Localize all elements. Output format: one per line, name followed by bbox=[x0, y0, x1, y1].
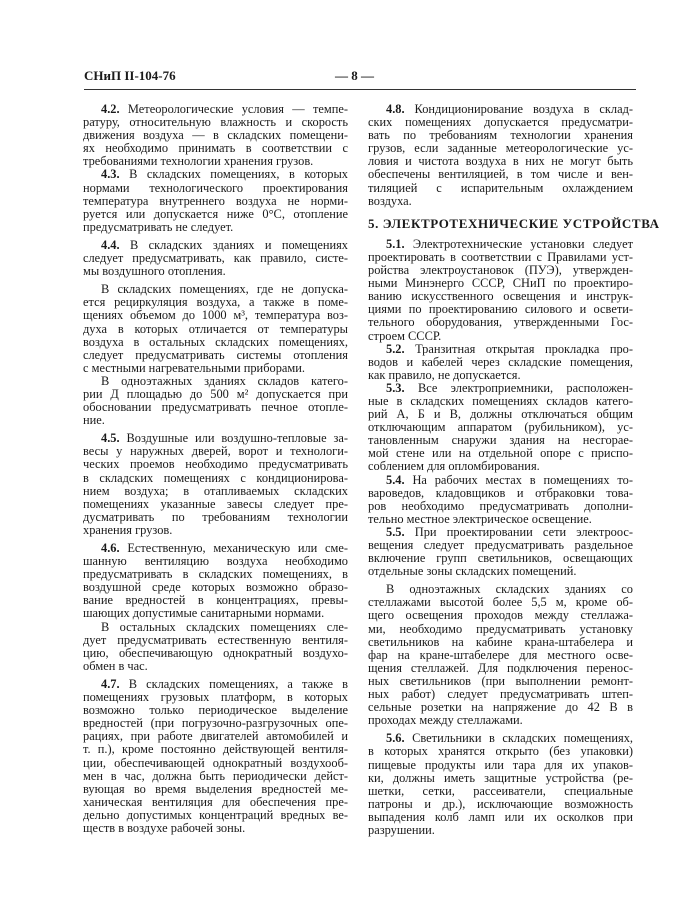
line-text: возможно только периодическое выделение bbox=[83, 703, 348, 718]
line-text: следует предусматривать системы отопления bbox=[83, 347, 348, 362]
line-text: дует предусматривать естественную вентиля- bbox=[83, 632, 348, 647]
text-line bbox=[368, 565, 633, 578]
line-text: строем СССР. bbox=[368, 328, 442, 343]
line-text: требованиями технологии хранения грузов. bbox=[83, 154, 314, 169]
clause-number: 4.5. bbox=[101, 431, 120, 446]
text-line bbox=[368, 195, 633, 208]
line-text: мен в час, должна быть периодически дейст- bbox=[83, 768, 348, 783]
clause-number: 5.6. bbox=[386, 731, 405, 746]
line-text: водов и кабелей через складские помещения, bbox=[368, 354, 633, 369]
line-text: щего освещения проходов между стеллажа- bbox=[368, 608, 633, 623]
line-text: температура внутреннего воздуха не норми- bbox=[83, 193, 348, 208]
clause-number: 4.3. bbox=[101, 167, 120, 182]
line-text: патроны и др.), исключающие возможность bbox=[368, 796, 633, 811]
line-text: шетки, сетки, рассеиватели, специальные bbox=[368, 783, 633, 798]
line-text: дельно допустимых концентраций вредных ве- bbox=[83, 807, 348, 822]
line-text: ских помещениях допускается предусматри- bbox=[368, 115, 633, 130]
paragraph bbox=[83, 375, 348, 427]
line-text: ется рециркуляция воздуха, а также в поме- bbox=[83, 295, 348, 310]
line-text: с местными нагревательными приборами. bbox=[83, 360, 305, 375]
line-text: ществ в воздухе рабочей зоны. bbox=[83, 820, 246, 835]
clause-number: 4.2. bbox=[101, 102, 120, 116]
line-text: Метеорологические условия — темпе- bbox=[127, 102, 348, 116]
line-text: В складских помещениях, а также в bbox=[128, 676, 348, 691]
line-text: Все электроприемники, расположен- bbox=[417, 380, 633, 395]
line-text: ные в складских помещениях складов катего- bbox=[368, 393, 633, 408]
line-text: сельные розетки на напряжение до 42 В в bbox=[368, 700, 633, 715]
line-text: Светильники в складских помещениях, bbox=[412, 731, 633, 746]
line-text: вещения следует предусматривать раздельное bbox=[368, 538, 633, 552]
line-text: обеспечены вентиляцией, в том числе и вен- bbox=[368, 167, 633, 182]
paragraph-5-5 bbox=[368, 526, 633, 578]
left-column bbox=[83, 103, 348, 835]
line-text: При проектировании сети электроос- bbox=[414, 524, 633, 539]
line-text: щениях объемом до 1000 м³, температура воз- bbox=[83, 308, 348, 323]
paragraph-4-5 bbox=[83, 432, 348, 537]
line-text: В остальных складских помещениях сле- bbox=[101, 619, 348, 634]
paragraph bbox=[368, 583, 633, 727]
line-text: проектировать в соответствии с Правилами уст- bbox=[368, 249, 633, 264]
line-text: пищевые продукты или тара для их упаков- bbox=[368, 757, 633, 772]
line-text: вание вредностей в концентрациях, превы- bbox=[83, 593, 348, 608]
line-text: В одноэтажных зданиях складов катего- bbox=[101, 373, 348, 388]
line-text: предусматривать в складских помещениях, в bbox=[83, 567, 348, 582]
line-text: ловия и чистота воздуха в них не могут быть bbox=[368, 154, 633, 169]
line-text: шающих допустимые санитарными нормами. bbox=[83, 606, 325, 621]
line-text: Транзитная открытая прокладка про- bbox=[415, 341, 633, 356]
line-text: нормами технологического проектирования bbox=[83, 180, 348, 195]
paragraph-5-1 bbox=[368, 238, 633, 343]
line-text: фар на кране-штабелере для местного осве- bbox=[368, 647, 633, 662]
text-line bbox=[83, 822, 348, 835]
line-text: проходах между стеллажами. bbox=[368, 713, 523, 728]
paragraph-4-4 bbox=[83, 239, 348, 278]
line-text: В одноэтажных складских зданиях со bbox=[386, 582, 633, 597]
line-text: в складских помещениях с кондиционирова- bbox=[83, 470, 348, 485]
line-text: помещениях указанные завесы следует пре- bbox=[83, 496, 348, 511]
clause-number: 5.4. bbox=[386, 472, 405, 487]
text-line bbox=[83, 265, 348, 278]
paragraph-5-2 bbox=[368, 343, 633, 382]
line-text: мой стене или на отдельной опоре с приспо- bbox=[368, 446, 633, 461]
line-text: Естественную, механическую или сме- bbox=[127, 541, 348, 555]
line-text: В складских помещениях, где не допуска- bbox=[101, 282, 348, 297]
line-text: ратуру, относительную влажность и скорость bbox=[83, 115, 348, 130]
line-text: ных светильников (при выполнении ремонт- bbox=[368, 673, 633, 688]
line-text: Кондиционирование воздуха в склад- bbox=[414, 102, 633, 116]
line-text: ях необходимо принимать в соответствии с bbox=[83, 141, 348, 156]
page-number: — 8 — bbox=[335, 68, 374, 83]
line-text: включение групп светильников, освещающих bbox=[368, 551, 633, 566]
line-text: ных работ) следует предусматривать штеп- bbox=[368, 687, 633, 702]
line-text: ванию искусственного освещения и инструк- bbox=[368, 289, 633, 304]
document-code: СНиП II-104-76 bbox=[84, 68, 176, 83]
line-text: дусматривать по требованиям технологии bbox=[83, 509, 348, 524]
line-text: рациях, при работе двигателей автомобилей и bbox=[83, 729, 348, 744]
line-text: нием воздуха; в отапливаемых складских bbox=[83, 483, 348, 498]
text-line bbox=[83, 401, 348, 414]
line-text: предусматривать не следует. bbox=[83, 219, 234, 234]
line-text: следует предусматривать, как правило, систе- bbox=[83, 251, 348, 266]
line-text: циями по проектированию силового и освети- bbox=[368, 302, 633, 317]
line-text: выпадения колб ламп или их осколков при bbox=[368, 809, 633, 824]
paragraph-4-7 bbox=[83, 678, 348, 835]
clause-number: 5.1. bbox=[386, 236, 405, 251]
line-text: руется или допускается ниже 0°С, отопление bbox=[83, 206, 348, 221]
line-text: мы воздушного отопления. bbox=[83, 264, 226, 279]
right-column-top bbox=[368, 103, 633, 208]
line-text: воздуха в остальных складских помещениях, bbox=[83, 334, 348, 349]
right-column-body bbox=[368, 238, 633, 837]
line-text: Электротехнические установки следует bbox=[412, 236, 633, 251]
line-text: хранения грузов. bbox=[83, 522, 173, 537]
line-text: рий А, Б и В, должны отключаться общим bbox=[368, 407, 633, 422]
line-text: воздушной среде которых возможно образо- bbox=[83, 580, 348, 595]
line-text: рии Д площадью до 500 м² допускается при bbox=[83, 386, 348, 401]
line-text: вароведов, кладовщиков и отбраковки това- bbox=[368, 485, 633, 500]
line-text: в которых хранятся открыто (без упаковки) bbox=[368, 744, 633, 759]
line-text: грузов, если заданные метеорологические ус- bbox=[368, 141, 633, 156]
clause-number: 5.3. bbox=[386, 380, 405, 395]
paragraph bbox=[83, 621, 348, 673]
line-text: Воздушные или воздушно-тепловые за- bbox=[126, 431, 348, 446]
header-rule bbox=[84, 89, 636, 90]
line-text: ческих проемов необходимо предусматривать bbox=[83, 457, 348, 472]
text-line bbox=[83, 221, 348, 234]
line-text: отдельные зоны складских помещений. bbox=[368, 564, 577, 579]
line-text: духа в которых отличается от температуры bbox=[83, 321, 348, 336]
line-text: ров необходимо предусматривать дополни- bbox=[368, 498, 633, 513]
line-text: На рабочих местах в помещениях то- bbox=[412, 472, 633, 487]
paragraph-4-2 bbox=[83, 103, 348, 168]
paragraph-4-8 bbox=[368, 103, 633, 208]
clause-number: 5.2. bbox=[386, 341, 405, 356]
line-text: В складских помещениях, в которых bbox=[129, 167, 348, 182]
text-line bbox=[83, 660, 348, 673]
line-text: светильников на кабине крана-штабелера и bbox=[368, 634, 633, 649]
clause-number: 4.7. bbox=[101, 676, 120, 691]
paragraph-5-3 bbox=[368, 382, 633, 474]
clause-number: 4.6. bbox=[101, 541, 120, 555]
line-text: вующая во время выделения вредностей ме- bbox=[83, 781, 348, 796]
line-text: движения воздуха — в складских помещени- bbox=[83, 128, 348, 143]
line-text: ции, обеспечивающей однократный воздухооб- bbox=[83, 755, 348, 770]
line-text: обосновании предусматривать печное отопле- bbox=[83, 400, 348, 415]
line-text: тельно местное электрическое освещение. bbox=[368, 511, 592, 526]
text-line bbox=[83, 414, 348, 427]
line-text: цию, обеспечивающую однократный воздухо- bbox=[83, 645, 348, 660]
clause-number: 5.5. bbox=[386, 524, 405, 539]
text-line bbox=[368, 714, 633, 727]
line-text: вать по требованиям технологии хранения bbox=[368, 128, 633, 143]
line-text: соблением для опломбирования. bbox=[368, 459, 540, 474]
line-text: воздуха. bbox=[368, 193, 412, 208]
right-column bbox=[368, 102, 660, 837]
line-text: вредностей (при погрузочно-разгрузочных опе- bbox=[83, 716, 348, 731]
clause-number: 4.8. bbox=[386, 102, 405, 116]
line-text: В складских зданиях и помещениях bbox=[129, 237, 348, 252]
paragraph bbox=[83, 283, 348, 375]
line-text: ки, должны иметь защитные устройства (ре- bbox=[368, 770, 633, 785]
paragraph-4-3 bbox=[83, 168, 348, 233]
line-text: ными Минэнерго СССР, СНиП по проектиро- bbox=[368, 276, 633, 291]
line-text: стеллажами высотой более 5,5 м, кроме об- bbox=[368, 595, 633, 610]
line-text: ханическая вентиляция для обеспечения пре- bbox=[83, 794, 348, 809]
paragraph-5-6 bbox=[368, 732, 633, 837]
line-text: отключающим аппаратом (рубильником), ус- bbox=[368, 420, 633, 435]
line-text: ми, необходимо предусматривать установку bbox=[368, 621, 633, 636]
line-text: обмен в час. bbox=[83, 658, 148, 673]
text-line bbox=[83, 524, 348, 537]
line-text: тановленным снаружи здания на несгорае- bbox=[368, 433, 633, 448]
line-text: ние. bbox=[83, 413, 105, 428]
line-text: щения стеллажей. Для подключения перенос- bbox=[368, 660, 633, 675]
line-text: т. п.), кроме постоянно действующей вентиля- bbox=[83, 742, 348, 757]
line-text: разрушении. bbox=[368, 822, 435, 837]
paragraph-4-6 bbox=[83, 542, 348, 621]
line-text: помещениях грузовых платформ, в которых bbox=[83, 690, 348, 705]
paragraph-5-4 bbox=[368, 474, 633, 526]
clause-number: 4.4. bbox=[101, 237, 120, 252]
line-text: тельного оборудования, утвержденными Гос- bbox=[368, 315, 633, 330]
line-text: ройства электроустановок (ПУЭ), утвержден- bbox=[368, 263, 633, 278]
line-text: тиляцией с испарительным охлаждением bbox=[368, 180, 633, 195]
line-text: как правило, не допускается. bbox=[368, 367, 521, 382]
line-text: шанную вентиляцию воздуха необходимо bbox=[83, 554, 348, 569]
section-heading: 5. ЭЛЕКТРОТЕХНИЧЕСКИЕ УСТРОЙСТВА bbox=[368, 215, 660, 231]
line-text: весы у наружных дверей, ворот и технологи- bbox=[83, 444, 348, 459]
text-line bbox=[368, 824, 633, 837]
